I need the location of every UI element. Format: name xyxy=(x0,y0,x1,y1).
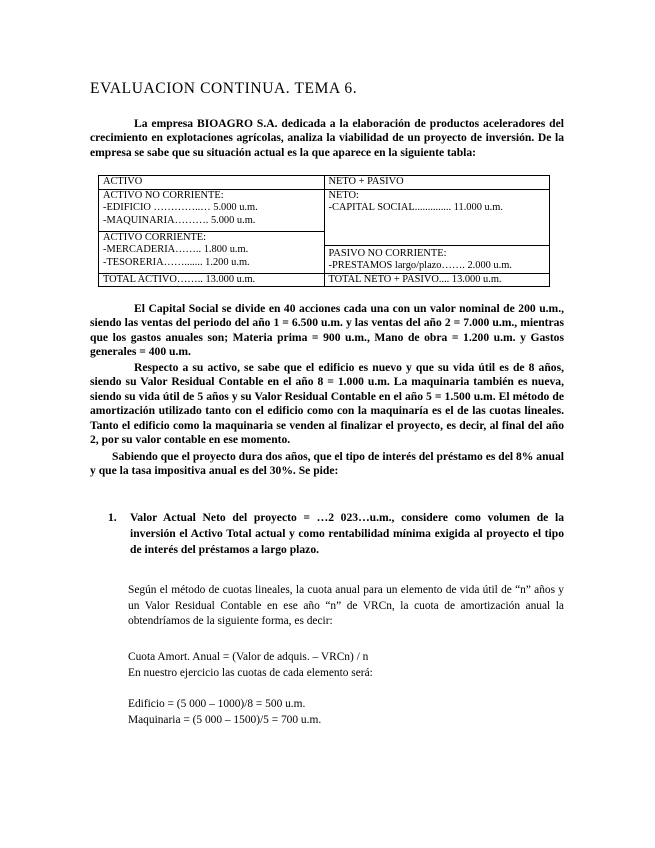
activo-no-corriente-title: ACTIVO NO CORRIENTE: xyxy=(103,189,224,201)
formula-line: Cuota Amort. Anual = (Valor de adquis. – VRCn) / n xyxy=(128,651,369,663)
intro-paragraph xyxy=(90,117,564,160)
calculation-block xyxy=(128,697,564,728)
maquinaria-calc: Maquinaria = (5 000 – 1500)/5 = 700 u.m. xyxy=(128,713,322,726)
intro-text: La empresa BIOAGRO S.A. dedicada a la elaboración de productos aceleradores del crecimiento en explotaciones agrícolas, analiza la viabilidad de un proyecto de inversión. De la empresa se sabe que su situación actual es la que aparece en la siguiente tabla: xyxy=(90,117,564,159)
balance-table xyxy=(98,175,550,287)
activo-no-corriente-cell xyxy=(99,189,325,231)
capital-paragraph xyxy=(90,302,564,360)
neto-pasivo-cell xyxy=(324,189,550,273)
formula-block xyxy=(128,650,564,681)
question-1 xyxy=(108,510,564,558)
capital-text: El Capital Social se divide en 40 acciones cada una con un valor nominal de 200 u.m., siendo las ventas del periodo del año 1 = 6.500 u.m. y las ventas del año 2 = 7.000 u.m., mientras que los gastos anuales son; Materia prima = 900 u.m., Mano de obra = 1.200 u.m. y Gastos generales = 400 u.m. xyxy=(90,302,564,359)
question-1-number: 1. xyxy=(108,511,117,524)
tesoreria-row: -TESORERIA……....... 1.200 u.m. xyxy=(103,256,250,268)
neto-title: NETO: xyxy=(328,189,359,201)
mercaderia-row: -MERCADERIA…….. 1.800 u.m. xyxy=(103,244,249,256)
proyecto-paragraph xyxy=(90,450,564,479)
answer-explanation: Según el método de cuotas lineales, la cuota anual para un elemento de vida útil de “n” años y un Valor Residual Contable en ese año “n” de VRCn, la cuota de amortización anual la obtendríamos de la siguiente forma, es decir: xyxy=(128,584,564,628)
capital-social-row: -CAPITAL SOCIAL.............. 11.000 u.m. xyxy=(328,202,503,214)
total-activo-cell xyxy=(99,273,325,287)
prestamos-row: -PRESTAMOS largo/plazo……. 2.000 u.m. xyxy=(328,260,512,272)
total-pasivo: TOTAL NETO + PASIVO.... 13.000 u.m. xyxy=(328,273,502,285)
total-activo: TOTAL ACTIVO…….. 13.000 u.m. xyxy=(103,273,256,285)
activo-paragraph xyxy=(90,361,564,447)
edificio-row: -EDIFICIO …………..… 5.000 u.m. xyxy=(103,202,258,214)
formula-intro-line: En nuestro ejercicio las cuotas de cada elemento será: xyxy=(128,666,373,679)
header-pasivo: NETO + PASIVO xyxy=(324,176,550,190)
total-pasivo-cell xyxy=(324,273,550,287)
activo-text: Respecto a su activo, se sabe que el edificio es nuevo y que su vida útil es de 8 años, siendo su Valor Residual Contable en el año 8 = 1.000 u.m. La maquinaria también es nueva, siendo su vida útil de 5 años y su Valor Residual Contable en el año 5 = 1.500 u.m. El método de amortización utilizado tanto con el edificio como con la maquinaría es el de las cuotas lineales. Tanto el edificio como la maquinaria se venden al finalizar el proyecto, es decir, al final del año 2, por su valor contable en ese momento. xyxy=(90,361,564,447)
question-1-text: Valor Actual Neto del proyecto = …2 023…u.m., considere como volumen de la inversión el Activo Total actual y como rentabilidad mínima exigida al proyecto el tipo de interés del préstamos a largo plazo. xyxy=(130,511,564,556)
pasivo-no-corriente-title: PASIVO NO CORRIENTE: xyxy=(328,247,447,259)
maquinaria-row: -MAQUINARIA………. 5.000 u.m. xyxy=(103,214,256,226)
neto-block xyxy=(325,190,550,246)
proyecto-text: Sabiendo que el proyecto dura dos años, que el tipo de interés del préstamo es del 8% anual y que la tasa impositiva anual es del 30%. Se pide: xyxy=(90,450,564,478)
activo-corriente-title: ACTIVO CORRIENTE: xyxy=(103,231,207,243)
edificio-calc: Edificio = (5 000 – 1000)/8 = 500 u.m. xyxy=(128,698,306,710)
activo-corriente-cell xyxy=(99,231,325,273)
pasivo-no-corriente-block xyxy=(325,246,550,273)
page-title: EVALUACION CONTINUA. TEMA 6. xyxy=(90,80,358,97)
header-activo: ACTIVO xyxy=(99,176,325,190)
